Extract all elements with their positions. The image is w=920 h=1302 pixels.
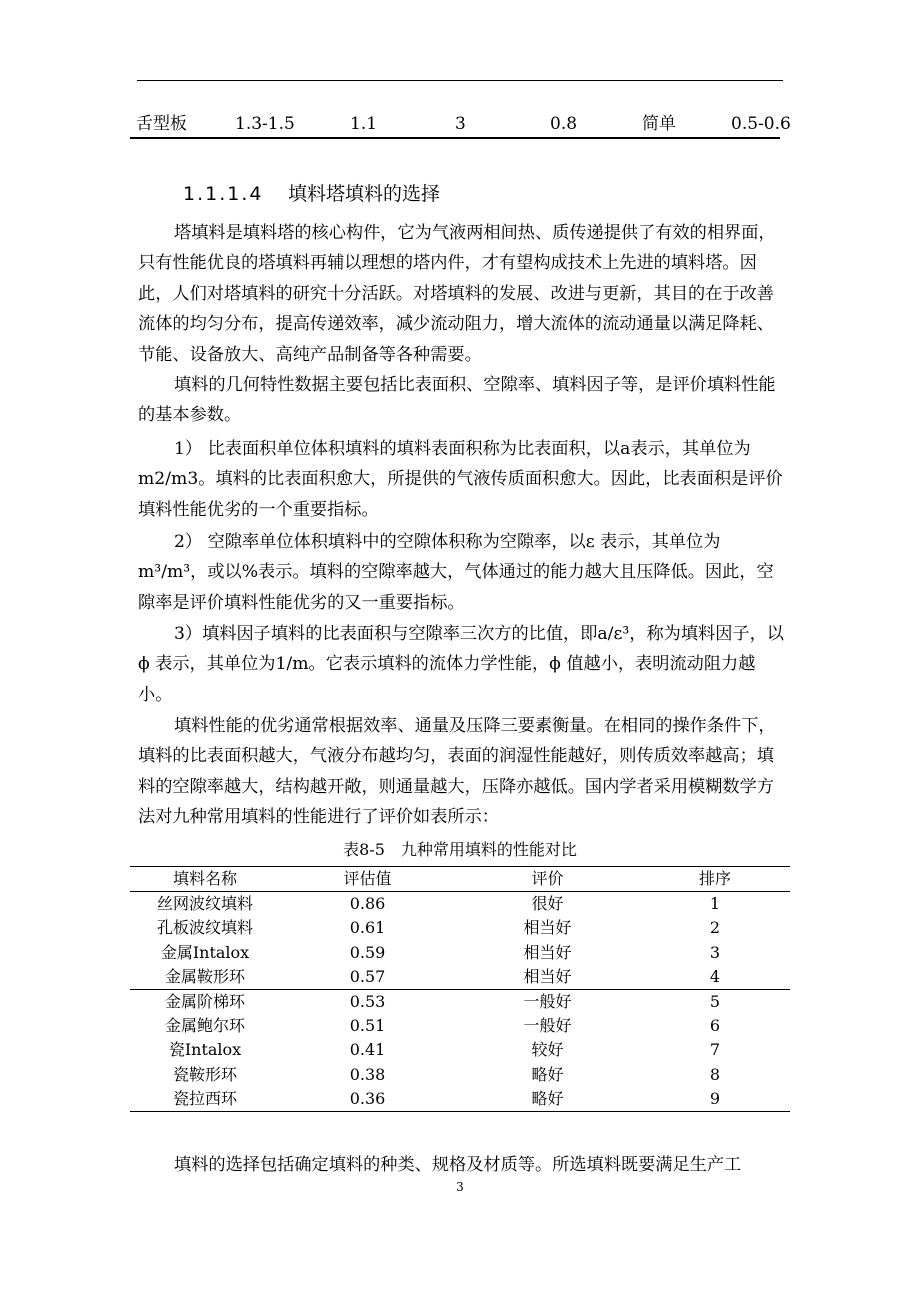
table-row bbox=[130, 1038, 790, 1062]
cell-score: 0.86 bbox=[349, 894, 386, 914]
section-heading bbox=[183, 180, 440, 208]
header-rating: 评价 bbox=[455, 867, 640, 892]
table-row bbox=[130, 1063, 790, 1087]
header-packing-name: 填料名称 bbox=[130, 867, 280, 892]
cell-score: 0.59 bbox=[349, 942, 386, 962]
cell-name: 瓷鞍形环 bbox=[172, 1064, 237, 1084]
packing-performance-table bbox=[130, 866, 790, 1112]
paragraph-performance: 填料性能的优劣通常根据效率、通量及压降三要素衡量。在相同的操作条件下，填料的比表面积越大，气液分布越均匀，表面的润湿性能越好，则传质效率越高；填料的空隙率越大，结构越开敞，则通量越大，压降亦越低。国内学者采用模糊数学方法对九种常用填料的性能进行了评价如表所示： bbox=[138, 716, 776, 828]
cell-rating: 很好 bbox=[531, 894, 564, 914]
table-header-row bbox=[130, 867, 790, 892]
cell-rating: 相当好 bbox=[523, 942, 572, 962]
top-table-top-rule bbox=[137, 80, 783, 81]
cell-rating: 相当好 bbox=[455, 965, 640, 990]
cell-rank: 2 bbox=[709, 918, 721, 938]
paragraph-packing-factor: 3）填料因子填料的比表面积与空隙率三次方的比值，即a/ε³，称为填料因子，以ϕ 表示，其单位为1/m。它表示填料的流体力学性能，ϕ 值越小，表明流动阻力越小。 bbox=[138, 624, 784, 705]
header-score: 评估值 bbox=[280, 867, 455, 892]
table-row bbox=[130, 1014, 790, 1038]
paragraph-selection: 填料的选择包括确定填料的种类、规格及材质等。所选填料既要满足生产工 bbox=[174, 1155, 742, 1175]
top-table-value-1: 1.3-1.5 bbox=[235, 114, 295, 134]
cell-rank: 6 bbox=[709, 1016, 721, 1036]
paragraph-intro: 塔填料是填料塔的核心构件，它为气液两相间热、质传递提供了有效的相界面，只有性能优良的塔填料再辅以理想的塔内件，才有望构成技术上先进的填料塔。因此，人们对塔填料的研究十分活跃。对塔填料的发展、改进与更新，其目的在于改善流体的均匀分布，提高传递效率，减少流动阻力，增大流体的流动通量以满足降耗、节能、设备放大、高纯产品制备等各种需要。 bbox=[138, 223, 776, 365]
cell-name: 金属鲍尔环 bbox=[164, 1016, 245, 1036]
cell-rank: 9 bbox=[640, 1087, 790, 1112]
cell-rating: 一般好 bbox=[523, 1016, 572, 1036]
cell-rank: 5 bbox=[709, 992, 721, 1012]
table-row bbox=[130, 1087, 790, 1112]
paragraph-specific-area: 1） 比表面积单位体积填料的填料表面积称为比表面积，以a表示，其单位为m2/m3。填料的比表面积愈大，所提供的气液传质面积愈大。因此，比表面积是评价填料性能优劣的一个重要指标。 bbox=[138, 439, 783, 520]
top-table-value-6: 0.5-0.6 bbox=[731, 114, 791, 134]
table-row bbox=[130, 916, 790, 940]
paragraph-void-fraction: 2） 空隙率单位体积填料中的空隙体积称为空隙率，以ε 表示，其单位为m³/m³，或以%表示。填料的空隙率越大，气体通过的能力越大且压降低。因此，空隙率是评价填料性能优劣的又一重要指标。 bbox=[138, 532, 774, 613]
table-row bbox=[130, 892, 790, 917]
table-row bbox=[130, 941, 790, 965]
cell-name: 瓷拉西环 bbox=[130, 1087, 280, 1112]
header-rank: 排序 bbox=[640, 867, 790, 892]
section-number: 1.1.1.4 bbox=[183, 183, 264, 205]
top-table-value-2: 1.1 bbox=[350, 114, 378, 134]
cell-rank: 4 bbox=[640, 965, 790, 990]
cell-rating: 相当好 bbox=[523, 918, 572, 938]
cell-score: 0.38 bbox=[349, 1064, 386, 1084]
top-table-name: 舌型板 bbox=[136, 114, 187, 134]
top-table-value-5: 简单 bbox=[642, 114, 676, 134]
cell-name: 金属鞍形环 bbox=[130, 965, 280, 990]
cell-name: 金属阶梯环 bbox=[164, 992, 245, 1012]
cell-rating: 略好 bbox=[531, 1064, 564, 1084]
cell-rank: 1 bbox=[709, 894, 721, 914]
cell-rank: 7 bbox=[709, 1040, 721, 1060]
paragraph-geometry: 填料的几何特性数据主要包括比表面积、空隙率、填料因子等，是评价填料性能的基本参数。 bbox=[138, 375, 776, 426]
cell-score: 0.41 bbox=[349, 1040, 386, 1060]
cell-rating: 略好 bbox=[455, 1087, 640, 1112]
cell-name: 丝网波纹填料 bbox=[156, 894, 253, 914]
table-caption: 表8-5 九种常用填料的性能对比 bbox=[343, 840, 577, 859]
cell-name: 瓷Intalox bbox=[168, 1040, 242, 1060]
cell-score: 0.36 bbox=[280, 1087, 455, 1112]
cell-score: 0.51 bbox=[349, 1016, 386, 1036]
cell-rank: 8 bbox=[709, 1064, 721, 1084]
cell-name: 孔板波纹填料 bbox=[156, 918, 253, 938]
cell-rank: 3 bbox=[709, 942, 721, 962]
page-number: 3 bbox=[456, 1180, 464, 1194]
cell-name: 金属Intalox bbox=[160, 942, 250, 962]
cell-rating: 一般好 bbox=[523, 992, 572, 1012]
cell-score: 0.61 bbox=[349, 918, 386, 938]
cell-score: 0.57 bbox=[280, 965, 455, 990]
table-row bbox=[130, 965, 790, 990]
top-table-value-4: 0.8 bbox=[550, 114, 578, 134]
cell-score: 0.53 bbox=[349, 992, 386, 1012]
section-title: 填料塔填料的选择 bbox=[288, 183, 441, 205]
top-table-value-3: 3 bbox=[455, 114, 466, 134]
cell-rating: 较好 bbox=[531, 1040, 564, 1060]
top-table-bottom-rule bbox=[130, 137, 780, 139]
table-row bbox=[130, 989, 790, 1014]
